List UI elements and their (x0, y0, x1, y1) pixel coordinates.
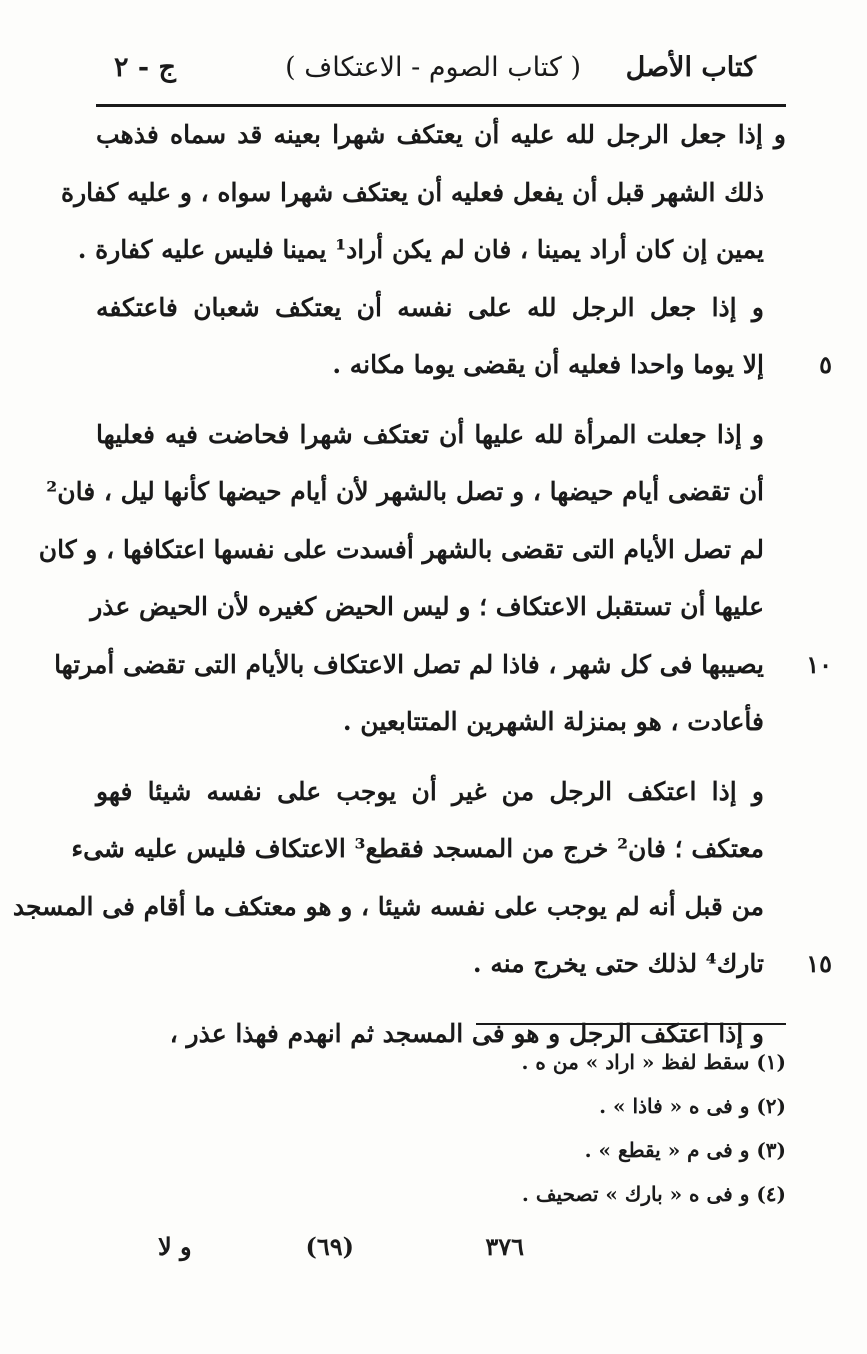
line-number: ١٠ (806, 649, 832, 679)
text-line: عليها أن تستقبل الاعتكاف ؛ و ليس الحيض كغيره لأن الحيض عذر (90, 592, 764, 621)
text-line-wrap (54, 636, 832, 694)
signature-mark: (٦٩) (305, 1232, 354, 1261)
text-line: و إذا جعل الرجل لله عليه أن يعتكف شهرا بعينه قد سماه فذهب (96, 120, 786, 149)
text-line-wrap (96, 336, 832, 394)
footnote-rule (476, 1023, 786, 1025)
text-line-wrap (96, 935, 832, 993)
line-number: ١٥ (806, 949, 832, 978)
text-line: و إذا اعتكف الرجل و هو فى المسجد ثم انهدم فهذا عذر ، (169, 1018, 764, 1048)
text-line: معتكف ؛ فان² خرج من المسجد فقطع³ الاعتكاف فليس عليه شىء (71, 834, 764, 863)
text-line: من قبل أنه لم يوجب على نفسه شيئا ، و هو معتكف ما أقام فى المسجد (12, 891, 764, 921)
main-text (12, 106, 832, 1062)
book-title: كتاب الأصل (625, 52, 756, 83)
footnote: (١) سقط لفظ « اراد » من ه . (521, 1050, 786, 1074)
footnote: (٢) و فى ه « فاذا » . (599, 1094, 786, 1118)
line-number: ٥ (819, 350, 832, 379)
text-line: لم تصل الأيام التى تقضى بالشهر أفسدت على نفسها اعتكافها ، و كان (38, 534, 764, 564)
catchword: و لا (158, 1232, 192, 1261)
text-line: ذلك الشهر قبل أن يفعل فعليه أن يعتكف شهرا سواه ، و عليه كفارة (60, 177, 764, 207)
footnote: (٣) و فى م « يقطع » . (584, 1138, 786, 1162)
footnote: (٤) و فى ه « بارك » تصحيف . (521, 1182, 786, 1206)
text-line: تارك⁴ لذلك حتى يخرج منه . (472, 949, 764, 978)
page-footer (96, 1232, 786, 1276)
volume-marker: ج - ٢ (114, 52, 176, 83)
text-line: و إذا اعتكف الرجل من غير أن يوجب على نفسه شيئا فهو (96, 776, 764, 806)
text-line: فأعادت ، هو بمنزلة الشهرين المتتابعين . (342, 707, 764, 736)
text-line: أن تقضى أيام حيضها ، و تصل بالشهر لأن أيام حيضها كأنها ليل ، فان² (46, 477, 764, 506)
page-number: ٣٧٦ (485, 1232, 524, 1261)
text-line: يمين إن كان أراد يمينا ، فان لم يكن أراد¹ يمينا فليس عليه كفارة . (77, 235, 764, 264)
running-header (96, 44, 786, 100)
footnotes (476, 1040, 786, 1216)
text-line: إلا يوما واحدا فعليه أن يقضى يوما مكانه . (332, 350, 764, 379)
text-line: و إذا جعلت المرأة لله عليها أن تعتكف شهرا فحاضت فيه فعليها (96, 419, 764, 449)
section-title: ( كتاب الصوم - الاعتكاف ) (285, 52, 581, 83)
text-line: و إذا جعل الرجل لله على نفسه أن يعتكف شعبان فاعتكفه (96, 292, 764, 322)
text-line: يصيبها فى كل شهر ، فاذا لم تصل الاعتكاف بالأيام التى تقضى أمرتها (54, 649, 764, 679)
